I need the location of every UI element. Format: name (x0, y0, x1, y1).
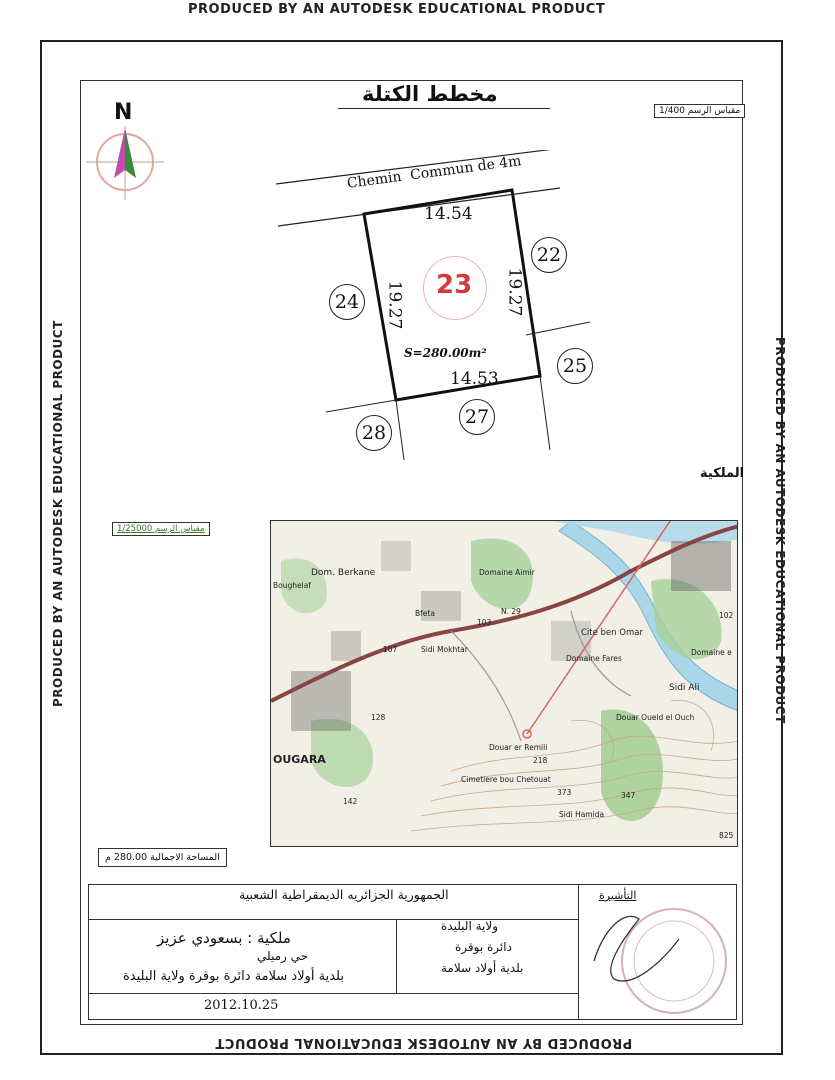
map-elev-825: 825 (719, 831, 734, 840)
road-label: Chemin Commun de 4m (346, 153, 523, 192)
north-arrow-icon (84, 100, 166, 204)
area-label: S=280.00m² (404, 346, 487, 360)
date-label: 2012.10.25 (204, 998, 279, 1013)
boundary-left-ext (396, 400, 404, 460)
neighbor-lot-24: 24 (329, 284, 365, 320)
boundary-left-lower (326, 400, 396, 412)
map-callout-label: الملكية (700, 466, 745, 481)
map-elev-102: 102 (719, 611, 734, 620)
map-label-fares: Domaine Fares (566, 654, 622, 663)
owner-label: ملكية : بسعودي عزيز (157, 929, 291, 947)
lot-number-circle (423, 256, 487, 320)
dim-bottom: 14.53 (450, 369, 499, 389)
map-elev-107: 107 (383, 645, 398, 654)
baladia-label: بلدية أولاد سلامة (441, 961, 524, 975)
plan-title: مخطط الكتلة (362, 82, 498, 106)
map-label-aimir: Domaine Aimir (479, 568, 535, 577)
dim-left: 19.27 (384, 280, 405, 330)
map-label-berkane: Dom. Berkane (311, 568, 376, 578)
table-hline-2 (89, 993, 578, 994)
dim-top: 14.54 (424, 204, 473, 224)
map-label-amida: Sidi Hamida (559, 810, 605, 819)
quarter-label: حي رميلي (257, 949, 309, 963)
location-map (270, 520, 738, 847)
watermark-bottom: PRODUCED BY AN AUTODESK EDUCATIONAL PRODUCT (215, 1035, 633, 1050)
map-label-sidi-ali: Sidi Ali (669, 683, 700, 693)
watermark-right: PRODUCED BY AN AUTODESK EDUCATIONAL PRODUCT (773, 337, 787, 724)
map-elev-347: 347 (621, 791, 636, 800)
lot-number: 23 (436, 270, 473, 300)
official-stamp (584, 889, 734, 1017)
watermark-top: PRODUCED BY AN AUTODESK EDUCATIONAL PRODUCT (188, 2, 606, 17)
municipality-full: بلدية أولاد سلامة دائرة بوقرة ولاية البليدة (123, 969, 344, 984)
map-label-n29: N. 29 (501, 607, 521, 616)
map-label-domaine-e: Domaine e (691, 648, 732, 657)
dim-right: 19.27 (504, 267, 525, 317)
neighbor-lot-27: 27 (459, 399, 495, 435)
neighbor-lot-28: 28 (356, 415, 392, 451)
map-label-cimetiere: Cimetiere bou Chetouat (461, 775, 551, 784)
table-vline-right (578, 885, 579, 1019)
info-table (88, 884, 737, 1020)
map-elev-142: 142 (343, 797, 358, 806)
map-label-cite: Cite ben Omar (581, 628, 643, 638)
table-hline-1 (89, 919, 578, 920)
map-label-remili: Douar er Remili (489, 743, 548, 752)
title-underline (338, 108, 550, 109)
table-vline (396, 919, 397, 993)
north-label: N (114, 100, 133, 125)
visa-label: التأشيرة (599, 889, 637, 902)
republic-header: الجمهورية الجزائريه الديمقراطية الشعبية (239, 887, 449, 902)
neighbor-lot-25: 25 (557, 348, 593, 384)
map-scale: مقياس الرسم 1/25000 (112, 522, 210, 536)
map-elev-128: 128 (371, 713, 386, 722)
map-label-ougara: OUGARA (273, 753, 326, 766)
boundary-right-lower (526, 322, 590, 335)
plan-scale: مقياس الرسم 1/400 (654, 104, 745, 118)
map-label-bfeta: Bfeta (415, 609, 435, 618)
map-label-oueld: Douar Oueld el Ouch (616, 713, 695, 722)
boundary-right-ext (540, 376, 550, 450)
map-elev-103: 103 (477, 618, 492, 627)
map-label-boughelaf: Boughelaf (273, 581, 311, 590)
watermark-left: PRODUCED BY AN AUTODESK EDUCATIONAL PRODUCT (51, 320, 65, 707)
map-label-mokhtar: Sidi Mokhtar (421, 645, 468, 654)
daira-label: دائرة بوقرة (455, 940, 512, 954)
total-area-box: المساحة الاجمالية 280.00 م (98, 848, 227, 867)
wilaya-label: ولاية البليدة (441, 919, 499, 933)
neighbor-lot-22: 22 (531, 237, 567, 273)
map-elev-218: 218 (533, 756, 548, 765)
map-elev-373: 373 (557, 788, 572, 797)
